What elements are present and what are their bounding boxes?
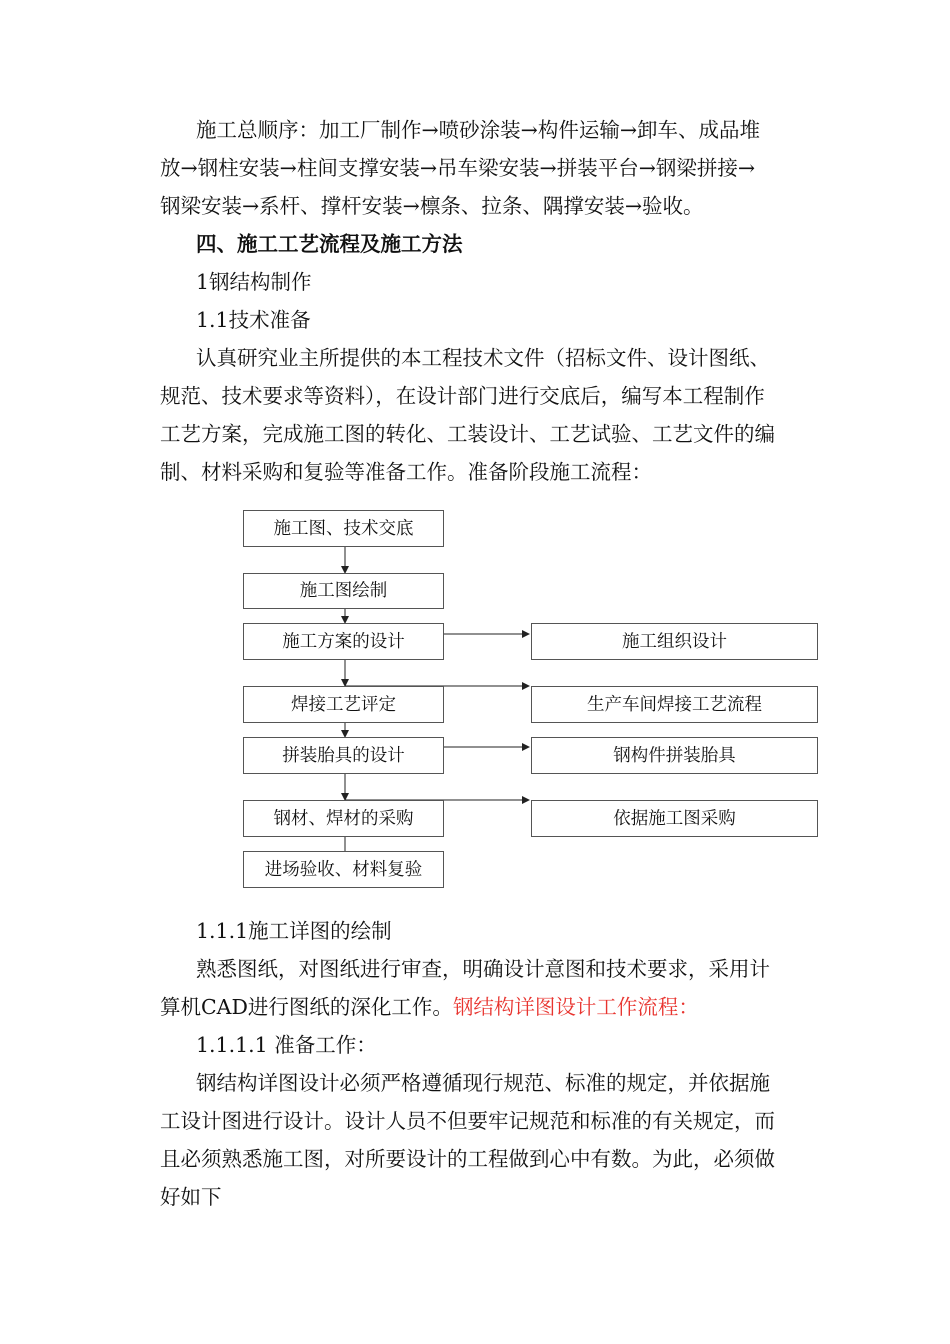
flow-box: 钢构件拼装胎具	[531, 737, 818, 774]
flow-box: 依据施工图采购	[531, 800, 818, 837]
text-line: 工设计图进行设计。设计人员不但要牢记规范和标准的有关规定，而	[160, 1109, 775, 1133]
subsection-heading: 1.1.1施工详图的绘制	[196, 919, 392, 943]
text-segment: 算机CAD进行图纸的深化工作。	[160, 995, 453, 1019]
text-line: 钢梁安装→系杆、撑杆安装→檩条、拉条、隅撑安装→验收。	[160, 194, 704, 218]
text-line	[160, 993, 699, 1021]
flow-box: 生产车间焊接工艺流程	[531, 686, 818, 723]
flow-box: 施工组织设计	[531, 623, 818, 660]
text-line: 认真研究业主所提供的本工程技术文件（招标文件、设计图纸、	[196, 346, 770, 370]
text-line: 制、材料采购和复验等准备工作。准备阶段施工流程：	[160, 460, 652, 484]
flow-box: 进场验收、材料复验	[243, 851, 444, 888]
subsection-heading: 1.1技术准备	[196, 308, 311, 332]
text-line: 钢结构详图设计必须严格遵循现行规范、标准的规定，并依据施	[196, 1071, 770, 1095]
highlighted-text: 钢结构详图设计工作流程：	[452, 995, 699, 1019]
flow-box: 拼装胎具的设计	[243, 737, 444, 774]
text-line: 工艺方案，完成施工图的转化、工装设计、工艺试验、工艺文件的编	[160, 422, 775, 446]
flow-box: 施工方案的设计	[243, 623, 444, 660]
text-line: 好如下	[160, 1185, 222, 1209]
text-line: 规范、技术要求等资料），在设计部门进行交底后，编写本工程制作	[160, 384, 765, 408]
subsection-heading: 1钢结构制作	[196, 270, 312, 294]
flow-box: 施工图、技术交底	[243, 510, 444, 547]
flow-box: 施工图绘制	[243, 573, 444, 609]
text-line: 且必须熟悉施工图，对所要设计的工程做到心中有数。为此，必须做	[160, 1147, 775, 1171]
section-heading: 四、施工工艺流程及施工方法	[196, 232, 463, 256]
subsection-heading: 1.1.1.1 准备工作：	[196, 1033, 377, 1057]
text-line: 放→钢柱安装→柱间支撑安装→吊车梁安装→拼装平台→钢梁拼接→	[160, 156, 756, 180]
flow-box: 焊接工艺评定	[243, 686, 444, 723]
flow-box: 钢材、焊材的采购	[243, 800, 444, 837]
text-line: 熟悉图纸，对图纸进行审查，明确设计意图和技术要求，采用计	[196, 957, 770, 981]
text-line: 施工总顺序：加工厂制作→喷砂涂装→构件运输→卸车、成品堆	[196, 118, 761, 142]
